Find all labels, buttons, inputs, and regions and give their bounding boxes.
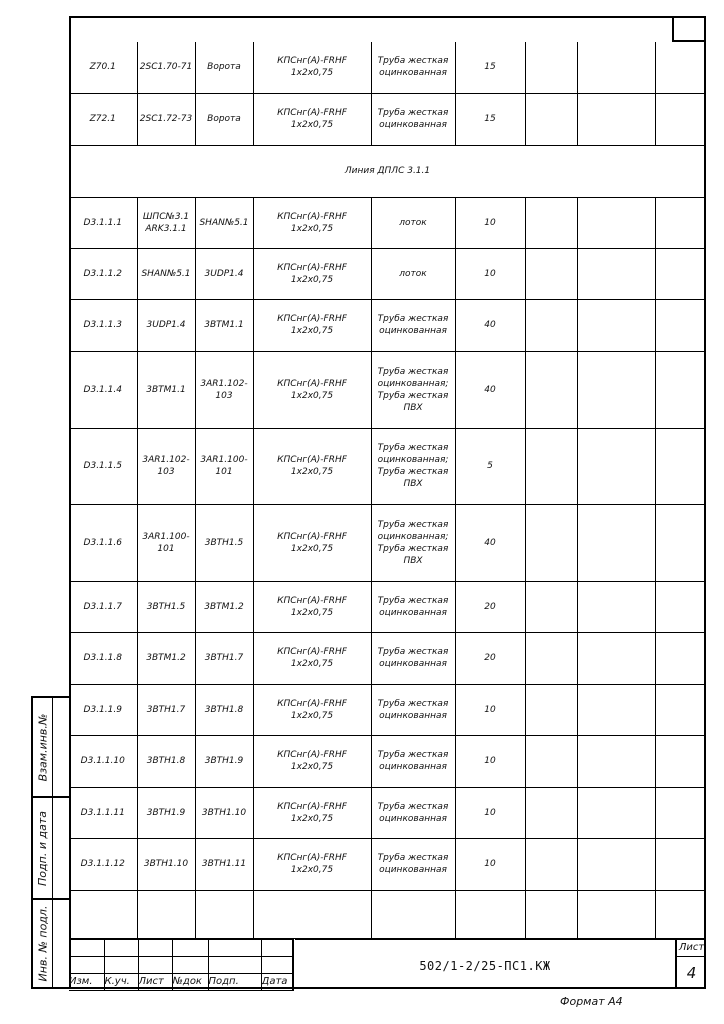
table-cell: КПСнг(А)-FRHF 1x2x0,75 bbox=[253, 838, 371, 890]
table-cell: D3.1.1.10 bbox=[69, 735, 137, 787]
table-row bbox=[69, 890, 706, 938]
table-cell: КПСнг(А)-FRHF 1x2x0,75 bbox=[253, 197, 371, 248]
table-cell bbox=[577, 581, 655, 632]
table-cell bbox=[655, 197, 706, 248]
table-cell: 3BTH1.8 bbox=[195, 684, 253, 735]
table-cell: D3.1.1.11 bbox=[69, 787, 137, 838]
table-cell bbox=[655, 581, 706, 632]
table-cell: D3.1.1.2 bbox=[69, 248, 137, 299]
table-cell: Труба жесткая оцинкованная bbox=[371, 581, 455, 632]
table-cell: 3BTH1.9 bbox=[195, 735, 253, 787]
table-cell: Труба жесткая оцинкованная; Труба жесткая ПВХ bbox=[371, 351, 455, 428]
table-row bbox=[69, 632, 706, 684]
table-cell: Z72.1 bbox=[69, 93, 137, 145]
table-cell bbox=[253, 890, 371, 938]
table-cell: 3BTH1.5 bbox=[137, 581, 195, 632]
table-row bbox=[69, 684, 706, 735]
table-cell bbox=[655, 351, 706, 428]
table-cell bbox=[577, 248, 655, 299]
table-cell bbox=[525, 351, 577, 428]
table-cell bbox=[525, 684, 577, 735]
table-cell: 3UDP1.4 bbox=[195, 248, 253, 299]
table-cell: КПСнг(А)-FRHF 1x2x0,75 bbox=[253, 93, 371, 145]
table-cell bbox=[525, 42, 577, 93]
table-row bbox=[69, 351, 706, 428]
table-cell bbox=[655, 838, 706, 890]
table-cell: 10 bbox=[455, 248, 525, 299]
table-cell: 3BTH1.7 bbox=[137, 684, 195, 735]
table-cell bbox=[577, 93, 655, 145]
table-cell: КПСнг(А)-FRHF 1x2x0,75 bbox=[253, 428, 371, 504]
cable-journal-table bbox=[69, 42, 706, 939]
table-cell: КПСнг(А)-FRHF 1x2x0,75 bbox=[253, 299, 371, 351]
table-row bbox=[69, 504, 706, 581]
table-cell bbox=[655, 735, 706, 787]
table-cell bbox=[655, 248, 706, 299]
label-list: Лист bbox=[138, 973, 172, 990]
table-row bbox=[69, 197, 706, 248]
table-cell bbox=[195, 890, 253, 938]
table-cell: Труба жесткая оцинкованная bbox=[371, 299, 455, 351]
table-cell bbox=[577, 632, 655, 684]
table-cell: лоток bbox=[371, 197, 455, 248]
table-cell: Труба жесткая оцинкованная bbox=[371, 735, 455, 787]
table-cell: Ворота bbox=[195, 93, 253, 145]
table-cell: D3.1.1.6 bbox=[69, 504, 137, 581]
table-cell: 2SC1.72-73 bbox=[137, 93, 195, 145]
table-cell bbox=[525, 299, 577, 351]
table-cell: SHAN№5.1 bbox=[195, 197, 253, 248]
label-data: Дата bbox=[261, 973, 293, 990]
table-cell bbox=[655, 42, 706, 93]
table-cell: SHAN№5.1 bbox=[137, 248, 195, 299]
table-cell bbox=[577, 838, 655, 890]
table-cell: 15 bbox=[455, 42, 525, 93]
table-cell: 3BTH1.10 bbox=[195, 787, 253, 838]
table-cell: КПСнг(А)-FRHF 1x2x0,75 bbox=[253, 504, 371, 581]
table-cell: 20 bbox=[455, 581, 525, 632]
table-cell: Труба жесткая оцинкованная bbox=[371, 42, 455, 93]
table-cell: 3AR1.102- 103 bbox=[195, 351, 253, 428]
table-cell bbox=[655, 93, 706, 145]
title-block bbox=[69, 938, 706, 989]
table-cell: Z70.1 bbox=[69, 42, 137, 93]
table-cell: 3AR1.100- 101 bbox=[137, 504, 195, 581]
document-code: 502/1-2/25-ПС1.КЖ bbox=[295, 938, 675, 991]
table-cell bbox=[655, 684, 706, 735]
table-cell: 5 bbox=[455, 428, 525, 504]
table-cell: D3.1.1.12 bbox=[69, 838, 137, 890]
table-cell bbox=[577, 42, 655, 93]
table-cell: Труба жесткая оцинкованная bbox=[371, 632, 455, 684]
table-cell: КПСнг(А)-FRHF 1x2x0,75 bbox=[253, 632, 371, 684]
table-cell: Труба жесткая оцинкованная bbox=[371, 838, 455, 890]
table-cell: 40 bbox=[455, 299, 525, 351]
table-cell: 3BTM1.2 bbox=[195, 581, 253, 632]
table-cell bbox=[577, 890, 655, 938]
table-cell: 3AR1.100- 101 bbox=[195, 428, 253, 504]
table-cell: 10 bbox=[455, 838, 525, 890]
table-cell: КПСнг(А)-FRHF 1x2x0,75 bbox=[253, 248, 371, 299]
table-cell: 20 bbox=[455, 632, 525, 684]
stamp-vzam-inv bbox=[31, 696, 69, 798]
table-cell: КПСнг(А)-FRHF 1x2x0,75 bbox=[253, 735, 371, 787]
table-cell: D3.1.1.8 bbox=[69, 632, 137, 684]
table-cell bbox=[577, 504, 655, 581]
table-cell bbox=[577, 684, 655, 735]
table-cell bbox=[455, 890, 525, 938]
table-cell bbox=[525, 838, 577, 890]
table-cell: КПСнг(А)-FRHF 1x2x0,75 bbox=[253, 787, 371, 838]
table-row bbox=[69, 428, 706, 504]
table-cell: КПСнг(А)-FRHF 1x2x0,75 bbox=[253, 42, 371, 93]
section-row bbox=[69, 145, 706, 197]
table-row bbox=[69, 299, 706, 351]
table-cell: Труба жесткая оцинкованная; Труба жесткая ПВХ bbox=[371, 428, 455, 504]
stamp-inv-podl bbox=[31, 900, 69, 989]
sheet-number: 4 bbox=[686, 964, 697, 982]
table-cell bbox=[577, 197, 655, 248]
table-cell bbox=[655, 504, 706, 581]
table-row bbox=[69, 42, 706, 93]
label-ndok: №док bbox=[172, 973, 208, 990]
table-cell bbox=[577, 787, 655, 838]
label-podp: Подп. bbox=[208, 973, 261, 990]
table-cell: 3BTM1.1 bbox=[195, 299, 253, 351]
table-cell bbox=[525, 428, 577, 504]
table-cell: 10 bbox=[455, 197, 525, 248]
stamp-podp-data bbox=[31, 798, 69, 900]
table-cell: D3.1.1.9 bbox=[69, 684, 137, 735]
table-cell: 3BTH1.10 bbox=[137, 838, 195, 890]
table-cell bbox=[655, 890, 706, 938]
table-cell: Ворота bbox=[195, 42, 253, 93]
table-cell: 3BTH1.5 bbox=[195, 504, 253, 581]
table-cell: Труба жесткая оцинкованная bbox=[371, 684, 455, 735]
table-cell bbox=[525, 735, 577, 787]
table-cell bbox=[137, 890, 195, 938]
table-cell bbox=[525, 787, 577, 838]
table-cell bbox=[525, 504, 577, 581]
table-cell bbox=[525, 581, 577, 632]
stamp-podp-label: Подп. и дата bbox=[36, 810, 49, 886]
table-cell: 3BTM1.2 bbox=[137, 632, 195, 684]
table-row bbox=[69, 838, 706, 890]
table-cell bbox=[577, 299, 655, 351]
table-cell: 10 bbox=[455, 735, 525, 787]
table-cell bbox=[69, 890, 137, 938]
table-cell: 3BTH1.9 bbox=[137, 787, 195, 838]
table-cell bbox=[655, 787, 706, 838]
table-cell: 2SC1.70-71 bbox=[137, 42, 195, 93]
table-cell: 3BTM1.1 bbox=[137, 351, 195, 428]
table-row bbox=[69, 581, 706, 632]
table-cell: КПСнг(А)-FRHF 1x2x0,75 bbox=[253, 581, 371, 632]
table-row bbox=[69, 93, 706, 145]
table-cell: Труба жесткая оцинкованная; Труба жесткая ПВХ bbox=[371, 504, 455, 581]
table-cell: 10 bbox=[455, 787, 525, 838]
table-cell: 40 bbox=[455, 504, 525, 581]
table-cell: КПСнг(А)-FRHF 1x2x0,75 bbox=[253, 684, 371, 735]
format-label: Формат А4 bbox=[560, 995, 623, 1008]
label-izm: Изм. bbox=[69, 973, 104, 990]
table-cell: Труба жесткая оцинкованная bbox=[371, 93, 455, 145]
table-cell: 3BTH1.7 bbox=[195, 632, 253, 684]
table-cell bbox=[655, 632, 706, 684]
table-row bbox=[69, 735, 706, 787]
table-cell: 3BTH1.8 bbox=[137, 735, 195, 787]
table-cell bbox=[371, 890, 455, 938]
table-cell: 40 bbox=[455, 351, 525, 428]
table-cell: 15 bbox=[455, 93, 525, 145]
table-cell: D3.1.1.7 bbox=[69, 581, 137, 632]
table-cell bbox=[525, 248, 577, 299]
revision-grid bbox=[69, 938, 294, 991]
table-row bbox=[69, 787, 706, 838]
table-cell bbox=[525, 632, 577, 684]
table-cell bbox=[655, 299, 706, 351]
table-cell: Труба жесткая оцинкованная bbox=[371, 787, 455, 838]
stamp-vzam-label: Взам.инв.№ bbox=[36, 713, 50, 781]
table-cell bbox=[525, 197, 577, 248]
corner-box bbox=[672, 16, 706, 42]
label-kuch: К.уч. bbox=[104, 973, 138, 990]
table-cell: D3.1.1.3 bbox=[69, 299, 137, 351]
sheet-number-box bbox=[675, 938, 706, 989]
stamp-inv-label: Инв. № подл. bbox=[36, 905, 50, 982]
table-cell: D3.1.1.1 bbox=[69, 197, 137, 248]
table-cell: 10 bbox=[455, 684, 525, 735]
table-cell: 3BTH1.11 bbox=[195, 838, 253, 890]
table-cell: лоток bbox=[371, 248, 455, 299]
table-cell: 3UDP1.4 bbox=[137, 299, 195, 351]
sheet-label: Лист bbox=[677, 940, 706, 957]
table-cell bbox=[577, 735, 655, 787]
table-cell: КПСнг(А)-FRHF 1x2x0,75 bbox=[253, 351, 371, 428]
table-cell bbox=[525, 93, 577, 145]
table-cell: D3.1.1.5 bbox=[69, 428, 137, 504]
table-cell bbox=[655, 428, 706, 504]
table-cell bbox=[577, 428, 655, 504]
table-cell bbox=[577, 351, 655, 428]
table-cell: 3AR1.102- 103 bbox=[137, 428, 195, 504]
table-cell: ШПС№3.1 ARK3.1.1 bbox=[137, 197, 195, 248]
table-row bbox=[69, 248, 706, 299]
table-cell bbox=[525, 890, 577, 938]
section-title: Линия ДПЛС 3.1.1 bbox=[69, 145, 706, 197]
table-cell: D3.1.1.4 bbox=[69, 351, 137, 428]
